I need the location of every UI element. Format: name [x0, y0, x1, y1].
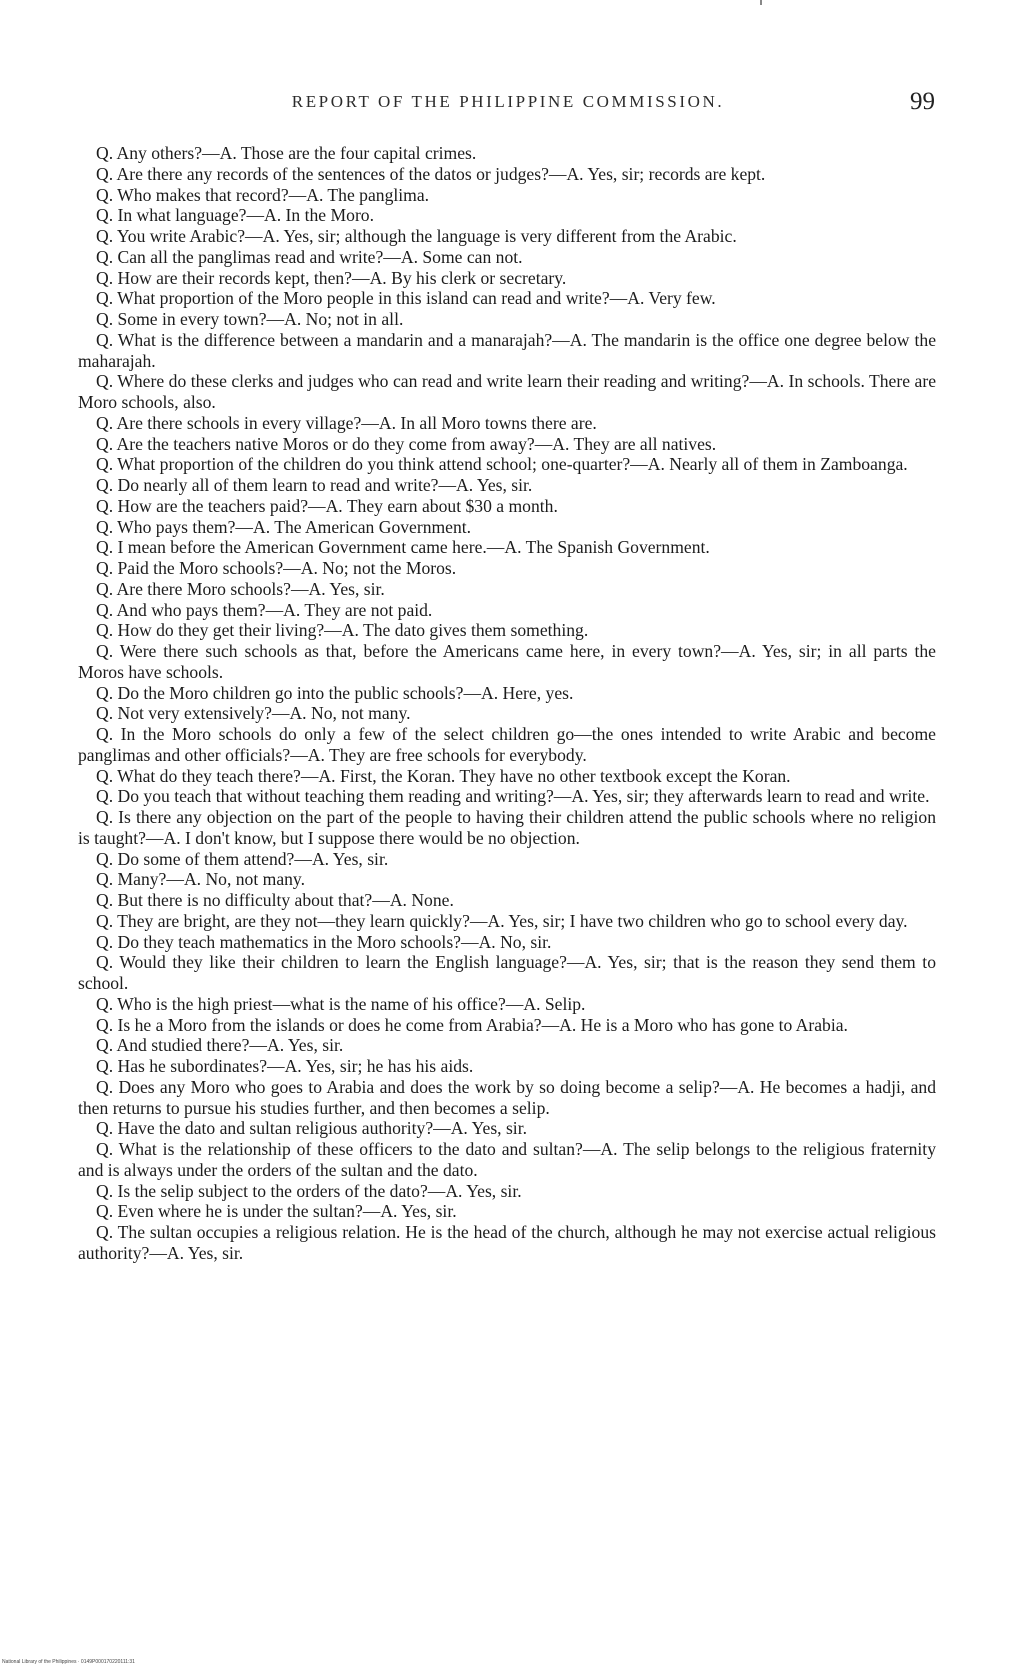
qa-paragraph: Q. What is the relationship of these officers to the dato and sultan?—A. The selip belongs to the religious fraternity and is always under the orders of the sultan and the dato. [78, 1139, 936, 1180]
qa-paragraph: Q. Is the selip subject to the orders of the dato?—A. Yes, sir. [96, 1180, 522, 1201]
qa-paragraph: Q. What proportion of the children do you think attend school; one-quarter?—A. Nearly all of them in Zamboanga. [96, 454, 908, 475]
qa-paragraph: Q. Can all the panglimas read and write?—A. Some can not. [96, 246, 523, 267]
qa-paragraph: Q. Many?—A. No, not many. [96, 869, 305, 890]
qa-paragraph: Q. The sultan occupies a religious relation. He is the head of the church, although he may not exercise actual religious authority?—A. Yes, sir. [78, 1222, 936, 1263]
qa-paragraph: Q. Who pays them?—A. The American Government. [96, 516, 472, 537]
scan-credit: National Library of the Philippines · 0149P000170220111:31 [2, 1659, 135, 1665]
qa-paragraph: Q. Do some of them attend?—A. Yes, sir. [96, 848, 389, 869]
qa-paragraph: Q. Do you teach that without teaching them reading and writing?—A. Yes, sir; they afterwards learn to read and write. [96, 786, 930, 807]
qa-paragraph: Q. You write Arabic?—A. Yes, sir; although the language is very different from the Arabic. [96, 226, 737, 246]
qa-paragraph: Q. Even where he is under the sultan?—A. Yes, sir. [96, 1201, 457, 1222]
qa-paragraph: Q. Do nearly all of them learn to read and write?—A. Yes, sir. [96, 475, 533, 495]
qa-paragraph: Q. And studied there?—A. Yes, sir. [96, 1035, 344, 1056]
qa-paragraph: Q. How are the teachers paid?—A. They earn about $30 a month. [96, 495, 558, 516]
qa-paragraph: Q. Are there any records of the sentences of the datos or judges?—A. Yes, sir; records are kept. [96, 163, 766, 184]
qa-paragraph: Q. What is the difference between a mandarin and a manarajah?—A. The mandarin is the office one degree below the maharajah. [78, 329, 936, 371]
transcript-body [78, 143, 936, 1264]
qa-paragraph: Q. Have the dato and sultan religious authority?—A. Yes, sir. [96, 1118, 527, 1139]
qa-paragraph: Q. Some in every town?—A. No; not in all. [96, 309, 404, 329]
qa-paragraph: Q. Would they like their children to learn the English language?—A. Yes, sir; that is the reason they send them to school. [78, 952, 936, 993]
qa-paragraph: Q. Do they teach mathematics in the Moro schools?—A. No, sir. [96, 931, 552, 952]
qa-paragraph: Q. What do they teach there?—A. First, the Koran. They have no other textbook except the Koran. [96, 765, 791, 786]
qa-paragraph: Q. Any others?—A. Those are the four capital crimes. [96, 143, 477, 163]
page-number: 99 [910, 88, 935, 115]
qa-paragraph: Q. Is he a Moro from the islands or does he come from Arabia?—A. He is a Moro who has gone to Arabia. [96, 1014, 848, 1035]
qa-paragraph: Q. What proportion of the Moro people in this island can read and write?—A. Very few. [96, 288, 716, 309]
qa-paragraph: Q. Who makes that record?—A. The panglima. [96, 184, 430, 205]
qa-paragraph: Q. Do the Moro children go into the public schools?—A. Here, yes. [96, 682, 574, 703]
qa-paragraph: Q. Are there Moro schools?—A. Yes, sir. [96, 578, 385, 599]
qa-paragraph: Q. Where do these clerks and judges who can read and write learn their reading and writing?—A. In schools. There are Moro schools, also. [78, 371, 936, 412]
running-head [0, 88, 1016, 116]
qa-paragraph: Q. Are the teachers native Moros or do they come from away?—A. They are all natives. [96, 433, 717, 454]
qa-paragraph: Q. How are their records kept, then?—A. By his clerk or secretary. [96, 267, 567, 288]
qa-paragraph: Q. In what language?—A. In the Moro. [96, 205, 375, 226]
qa-paragraph: Q. And who pays them?—A. They are not paid. [96, 599, 433, 620]
qa-paragraph: Q. Has he subordinates?—A. Yes, sir; he has his aids. [96, 1056, 474, 1076]
qa-paragraph: Q. Are there schools in every village?—A. In all Moro towns there are. [96, 412, 597, 433]
qa-paragraph: Q. Not very extensively?—A. No, not many. [96, 703, 411, 724]
scan-artifact-mark [760, 0, 762, 5]
qa-paragraph: Q. Does any Moro who goes to Arabia and does the work by so doing become a selip?—A. He becomes a hadji, and then returns to pursue his studies further, and then becomes a selip. [78, 1076, 936, 1118]
qa-paragraph: Q. But there is no difficulty about that?—A. None. [96, 890, 454, 910]
qa-paragraph: Q. Who is the high priest—what is the name of his office?—A. Selip. [96, 993, 586, 1014]
qa-paragraph: Q. I mean before the American Government came here.—A. The Spanish Government. [96, 537, 710, 558]
qa-paragraph: Q. Paid the Moro schools?—A. No; not the Moros. [96, 558, 457, 578]
qa-paragraph: Q. In the Moro schools do only a few of the select children go—the ones intended to write Arabic and become panglimas and other officials?—A. They are free schools for everybody. [78, 724, 936, 765]
running-title: REPORT OF THE PHILIPPINE COMMISSION. [291, 92, 725, 111]
qa-paragraph: Q. Were there such schools as that, before the Americans came here, in every town?—A. Yes, sir; in all parts the Moros have schools. [78, 641, 936, 682]
qa-paragraph: Q. How do they get their living?—A. The dato gives them something. [96, 620, 589, 641]
qa-paragraph: Q. They are bright, are they not—they learn quickly?—A. Yes, sir; I have two children who go to school every day. [96, 910, 908, 931]
qa-paragraph: Q. Is there any objection on the part of the people to having their children attend the public schools where no religion is taught?—A. I don't know, but I suppose there would be no objection. [78, 807, 936, 848]
